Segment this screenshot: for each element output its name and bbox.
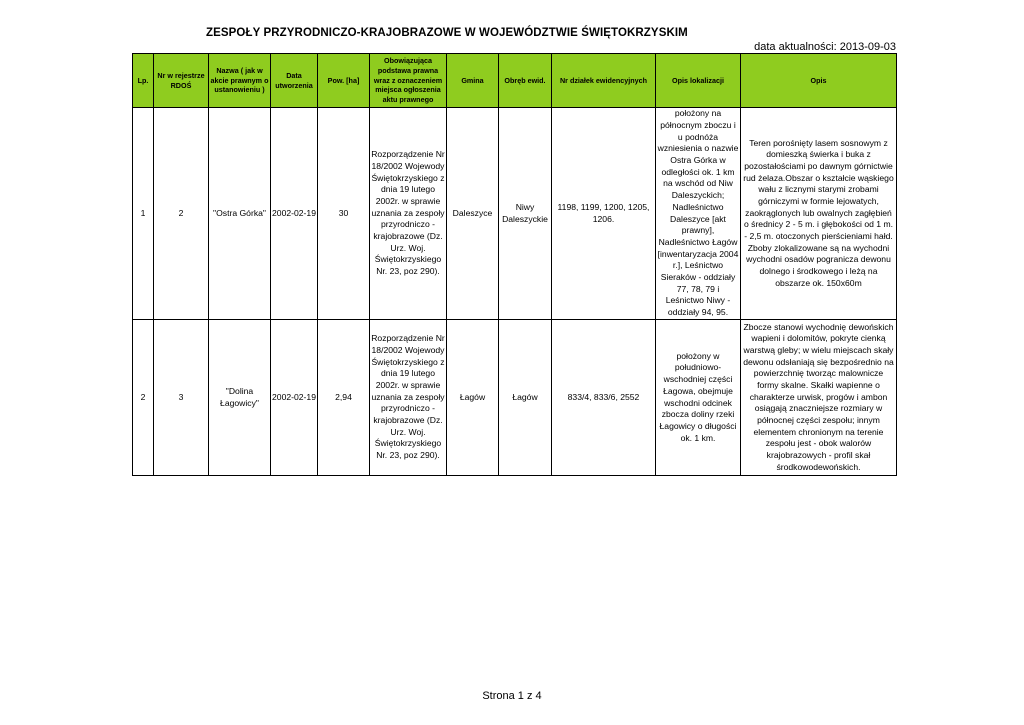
cell-lokalizacja: położony w południowo-wschodniej części Łagowa, obejmuje wschodni odcinek zbocza doliny rzeki Łagowicy o długości ok. 1 km.	[656, 320, 741, 476]
cell-nr: 3	[154, 320, 209, 476]
cell-nazwa: "Ostra Górka"	[209, 108, 271, 320]
cell-nr: 2	[154, 108, 209, 320]
col-podstawa: Obowiązująca podstawa prawna wraz z oznaczeniem miejsca ogłoszenia aktu prawnego	[370, 54, 447, 108]
update-date: data aktualności: 2013-09-03	[754, 41, 896, 53]
cell-opis: Zbocze stanowi wychodnię dewońskich wapieni i dolomitów, pokryte cienką warstwą gleby; w wielu miejscach skały dewonu odsłaniają się bezpośrednio na powierzchnię tworząc malownicze formy skalne. Skałki wapienne o charakterze urwisk, progów i ambon osiągają znaczniejsze rozmiary w północnej części zespołu; innym elementem chronionym na terenie zespołu jest - obok walorów krajobrazowych - profil skał środkowodewońskich.	[741, 320, 897, 476]
col-nr-rejestr: Nr w rejestrze RDOŚ	[154, 54, 209, 108]
cell-data: 2002-02-19	[271, 108, 318, 320]
col-lokalizacja: Opis lokalizacji	[656, 54, 741, 108]
col-nazwa: Nazwa ( jak w akcie prawnym o ustanowieniu )	[209, 54, 271, 108]
col-pow: Pow. [ha]	[318, 54, 370, 108]
cell-dzialki: 833/4, 833/6, 2552	[552, 320, 656, 476]
cell-data: 2002-02-19	[271, 320, 318, 476]
cell-obreb: Łagów	[499, 320, 552, 476]
cell-lp: 2	[133, 320, 154, 476]
col-dzialki: Nr działek ewidencyjnych	[552, 54, 656, 108]
cell-opis: Teren porośnięty lasem sosnowym z domieszką świerka i buka z pozostałościami po dawnym górnictwie rud żelaza.Obszar o kształcie wąskiego wału z licznymi starymi zrobami górniczymi w formie lejowatych, zaokrąglonych lub owalnych zagłębień o średnicy 2 - 5 m. i głębokości od 1 m. - 2,5 m. otoczonych pierścieniami hałd. Zboby zlokalizowane są na wychodni wychodni osadów pogranicza dewonu dolnego i środkowego i leżą na obszarze ok. 150x60m	[741, 108, 897, 320]
cell-podstawa: Rozporządzenie Nr 18/2002 Wojewody Świętokrzyskiego z dnia 19 lutego 2002r. w sprawie uznania za zespoły przyrodniczo - krajobrazowe (Dz. Urz. Woj. Świętokrzyskiego Nr. 23, poz 290).	[370, 320, 447, 476]
table-row	[133, 320, 897, 476]
cell-pow: 30	[318, 108, 370, 320]
col-obreb: Obręb ewid.	[499, 54, 552, 108]
cell-obreb: Niwy Daleszyckie	[499, 108, 552, 320]
cell-lp: 1	[133, 108, 154, 320]
cell-lokalizacja: położony na północnym zboczu i u podnóża wzniesienia o nazwie Ostra Górka w odległości ok. 1 km na wschód od Niw Daleszyckich; Nadleśnictwo Daleszyce [akt prawny], Nadleśnictwo Łagów [inwentaryzacja 2004 r.], Leśnictwo Sieraków - oddziały 77, 78, 79 i Leśnictwo Niwy - oddziały 94, 95.	[656, 108, 741, 320]
register-table	[132, 53, 897, 476]
table-header-row	[133, 54, 897, 108]
cell-gmina: Łagów	[447, 320, 499, 476]
table-row	[133, 108, 897, 320]
col-data: Data utworzenia	[271, 54, 318, 108]
cell-nazwa: "Dolina Łagowicy"	[209, 320, 271, 476]
cell-podstawa: Rozporządzenie Nr 18/2002 Wojewody Świętokrzyskiego z dnia 19 lutego 2002r. w sprawie uznania za zespoły przyrodniczo - krajobrazowe (Dz. Urz. Woj. Świętokrzyskiego Nr. 23, poz 290).	[370, 108, 447, 320]
col-gmina: Gmina	[447, 54, 499, 108]
cell-gmina: Daleszyce	[447, 108, 499, 320]
document-title: ZESPOŁY PRZYRODNICZO-KRAJOBRAZOWE W WOJEWÓDZTWIE ŚWIĘTOKRZYSKIM	[206, 27, 688, 39]
cell-pow: 2,94	[318, 320, 370, 476]
page-number: Strona 1 z 4	[482, 690, 542, 702]
col-opis: Opis	[741, 54, 897, 108]
col-lp: Lp.	[133, 54, 154, 108]
cell-dzialki: 1198, 1199, 1200, 1205, 1206.	[552, 108, 656, 320]
